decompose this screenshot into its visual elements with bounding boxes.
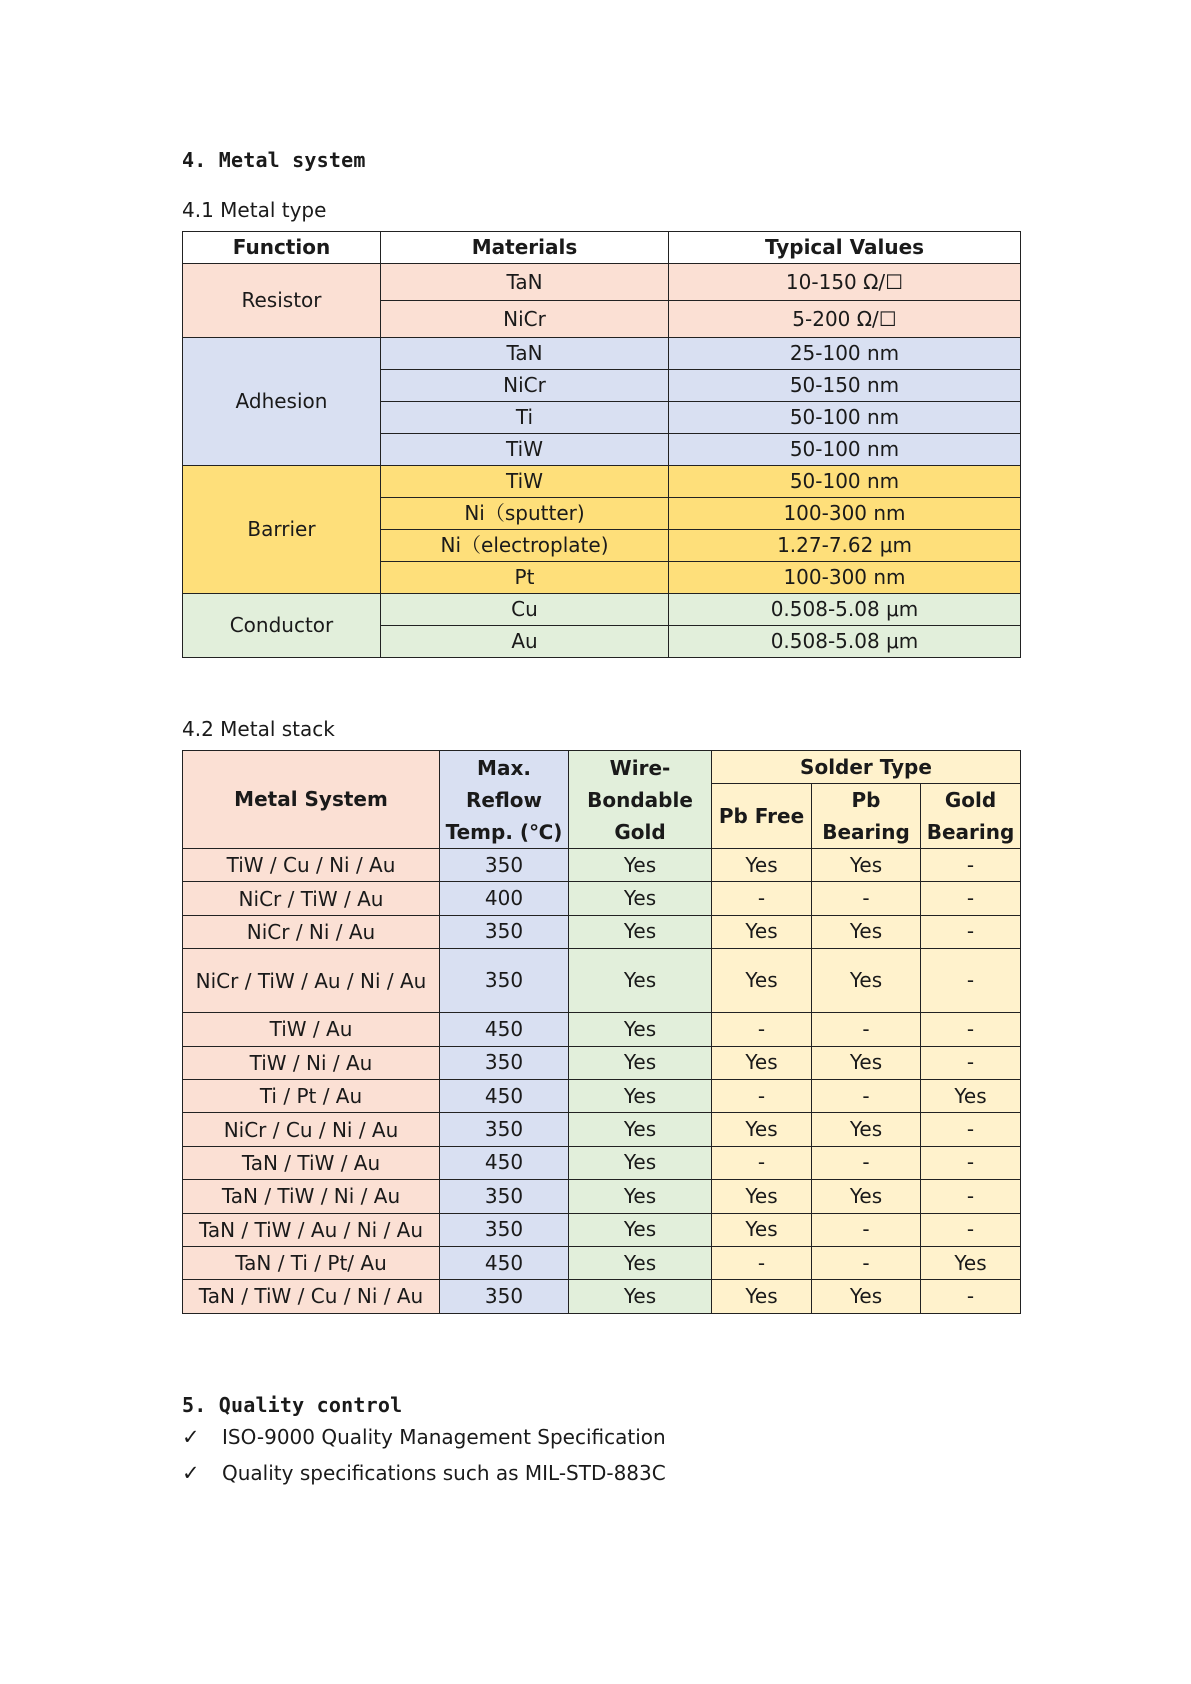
pb-bearing-cell: Yes [812, 849, 921, 882]
header-typical-values: Typical Values [669, 232, 1021, 264]
pb-bearing-cell: Yes [812, 1180, 921, 1213]
table-row [183, 915, 1021, 948]
material-cell: Au [381, 626, 669, 658]
table-row [183, 1079, 1021, 1112]
table-row [183, 1113, 1021, 1146]
checkmark-icon: ✓ [182, 1425, 200, 1449]
table-row [183, 949, 1021, 1013]
reflow-temp-cell: 350 [440, 1280, 569, 1313]
wire-bondable-cell: Yes [569, 1213, 712, 1246]
section-4-title: 4. Metal system [182, 148, 366, 172]
metal-stack-heading: 4.2 Metal stack [182, 717, 335, 741]
table-row [183, 264, 1021, 301]
gold-bearing-cell: - [921, 1146, 1021, 1179]
pb-free-cell: - [712, 1079, 812, 1112]
header-solder-type: Solder Type [712, 751, 1021, 784]
value-cell: 1.27-7.62 μm [669, 530, 1021, 562]
metal-system-cell: NiCr / TiW / Au / Ni / Au [183, 949, 440, 1013]
pb-free-cell: Yes [712, 949, 812, 1013]
material-cell: Ni（sputter) [381, 498, 669, 530]
reflow-temp-cell: 450 [440, 1146, 569, 1179]
metal-stack-table [182, 750, 1021, 1314]
pb-bearing-cell: - [812, 1146, 921, 1179]
pb-free-cell: Yes [712, 915, 812, 948]
metal-system-cell: NiCr / TiW / Au [183, 882, 440, 915]
reflow-temp-cell: 350 [440, 1113, 569, 1146]
pb-bearing-cell: Yes [812, 1046, 921, 1079]
quality-item-text: ISO-9000 Quality Management Specification [222, 1425, 666, 1449]
wire-bondable-cell: Yes [569, 1013, 712, 1046]
checkmark-icon: ✓ [182, 1461, 200, 1485]
header-wire-bondable: Wire-Bondable Gold [569, 751, 712, 849]
value-cell: 50-100 nm [669, 434, 1021, 466]
material-cell: TiW [381, 434, 669, 466]
pb-bearing-cell: - [812, 1013, 921, 1046]
gold-bearing-cell: - [921, 1280, 1021, 1313]
gold-bearing-cell: - [921, 882, 1021, 915]
wire-bondable-cell: Yes [569, 1180, 712, 1213]
pb-bearing-cell: Yes [812, 1280, 921, 1313]
function-cell: Adhesion [183, 338, 381, 466]
table-row [183, 1246, 1021, 1279]
wire-bondable-cell: Yes [569, 1280, 712, 1313]
gold-bearing-cell: - [921, 1046, 1021, 1079]
reflow-temp-cell: 350 [440, 915, 569, 948]
quality-item [182, 1461, 666, 1485]
value-cell: 50-100 nm [669, 466, 1021, 498]
pb-free-cell: - [712, 1246, 812, 1279]
wire-bondable-cell: Yes [569, 949, 712, 1013]
material-cell: Cu [381, 594, 669, 626]
material-cell: Ti [381, 402, 669, 434]
reflow-temp-cell: 450 [440, 1246, 569, 1279]
pb-free-cell: - [712, 1146, 812, 1179]
value-cell: 100-300 nm [669, 498, 1021, 530]
metal-system-cell: TaN / TiW / Cu / Ni / Au [183, 1280, 440, 1313]
value-cell: 0.508-5.08 μm [669, 626, 1021, 658]
table-row [183, 1280, 1021, 1313]
reflow-temp-cell: 350 [440, 1213, 569, 1246]
header-pb-bearing: Pb Bearing [812, 784, 921, 849]
value-cell: 50-100 nm [669, 402, 1021, 434]
value-cell: 25-100 nm [669, 338, 1021, 370]
gold-bearing-cell: - [921, 849, 1021, 882]
wire-bondable-cell: Yes [569, 1146, 712, 1179]
function-cell: Resistor [183, 264, 381, 338]
function-cell: Conductor [183, 594, 381, 658]
reflow-temp-cell: 350 [440, 1046, 569, 1079]
metal-system-cell: TiW / Ni / Au [183, 1046, 440, 1079]
metal-system-cell: TiW / Cu / Ni / Au [183, 849, 440, 882]
header-gold-bearing: Gold Bearing [921, 784, 1021, 849]
pb-free-cell: Yes [712, 1046, 812, 1079]
reflow-temp-cell: 350 [440, 949, 569, 1013]
pb-bearing-cell: - [812, 1079, 921, 1112]
metal-system-cell: NiCr / Cu / Ni / Au [183, 1113, 440, 1146]
wire-bondable-cell: Yes [569, 1046, 712, 1079]
material-cell: Pt [381, 562, 669, 594]
wire-bondable-cell: Yes [569, 915, 712, 948]
header-pb-free: Pb Free [712, 784, 812, 849]
header-metal-system: Metal System [183, 751, 440, 849]
reflow-temp-cell: 350 [440, 849, 569, 882]
table-row [183, 849, 1021, 882]
metal-system-cell: TaN / TiW / Ni / Au [183, 1180, 440, 1213]
gold-bearing-cell: - [921, 1180, 1021, 1213]
gold-bearing-cell: - [921, 1213, 1021, 1246]
pb-free-cell: - [712, 882, 812, 915]
pb-free-cell: Yes [712, 1213, 812, 1246]
header-materials: Materials [381, 232, 669, 264]
value-cell: 5-200 Ω/☐ [669, 301, 1021, 338]
wire-bondable-cell: Yes [569, 849, 712, 882]
table-row [183, 338, 1021, 370]
reflow-temp-cell: 450 [440, 1013, 569, 1046]
table-row [183, 882, 1021, 915]
pb-free-cell: Yes [712, 849, 812, 882]
metal-system-cell: TaN / Ti / Pt/ Au [183, 1246, 440, 1279]
value-cell: 50-150 nm [669, 370, 1021, 402]
gold-bearing-cell: - [921, 1013, 1021, 1046]
gold-bearing-cell: - [921, 1113, 1021, 1146]
header-max-reflow: Max. Reflow Temp. (℃) [440, 751, 569, 849]
wire-bondable-cell: Yes [569, 1113, 712, 1146]
table-row [183, 1046, 1021, 1079]
pb-bearing-cell: - [812, 882, 921, 915]
reflow-temp-cell: 350 [440, 1180, 569, 1213]
material-cell: NiCr [381, 301, 669, 338]
table-row [183, 1213, 1021, 1246]
metal-system-cell: TaN / TiW / Au / Ni / Au [183, 1213, 440, 1246]
metal-type-table [182, 231, 1021, 658]
metal-system-cell: TiW / Au [183, 1013, 440, 1046]
value-cell: 100-300 nm [669, 562, 1021, 594]
table-row [183, 466, 1021, 498]
gold-bearing-cell: - [921, 949, 1021, 1013]
gold-bearing-cell: Yes [921, 1246, 1021, 1279]
header-function: Function [183, 232, 381, 264]
material-cell: TaN [381, 264, 669, 301]
reflow-temp-cell: 450 [440, 1079, 569, 1112]
pb-bearing-cell: Yes [812, 1113, 921, 1146]
wire-bondable-cell: Yes [569, 1079, 712, 1112]
material-cell: TaN [381, 338, 669, 370]
pb-free-cell: Yes [712, 1113, 812, 1146]
metal-system-cell: Ti / Pt / Au [183, 1079, 440, 1112]
material-cell: NiCr [381, 370, 669, 402]
pb-bearing-cell: - [812, 1246, 921, 1279]
material-cell: TiW [381, 466, 669, 498]
section-5-title: 5. Quality control [182, 1393, 403, 1417]
quality-item-text: Quality specifications such as MIL-STD-883C [222, 1461, 666, 1485]
quality-item [182, 1425, 666, 1449]
pb-free-cell: Yes [712, 1280, 812, 1313]
wire-bondable-cell: Yes [569, 882, 712, 915]
metal-system-cell: NiCr / Ni / Au [183, 915, 440, 948]
metal-system-cell: TaN / TiW / Au [183, 1146, 440, 1179]
pb-bearing-cell: Yes [812, 949, 921, 1013]
table-row [183, 1180, 1021, 1213]
pb-bearing-cell: - [812, 1213, 921, 1246]
pb-bearing-cell: Yes [812, 915, 921, 948]
material-cell: Ni（electroplate) [381, 530, 669, 562]
gold-bearing-cell: Yes [921, 1079, 1021, 1112]
pb-free-cell: Yes [712, 1180, 812, 1213]
value-cell: 10-150 Ω/☐ [669, 264, 1021, 301]
table-row [183, 594, 1021, 626]
gold-bearing-cell: - [921, 915, 1021, 948]
function-cell: Barrier [183, 466, 381, 594]
pb-free-cell: - [712, 1013, 812, 1046]
value-cell: 0.508-5.08 μm [669, 594, 1021, 626]
metal-type-heading: 4.1 Metal type [182, 198, 327, 222]
table-row [183, 1013, 1021, 1046]
wire-bondable-cell: Yes [569, 1246, 712, 1279]
table-row [183, 1146, 1021, 1179]
reflow-temp-cell: 400 [440, 882, 569, 915]
